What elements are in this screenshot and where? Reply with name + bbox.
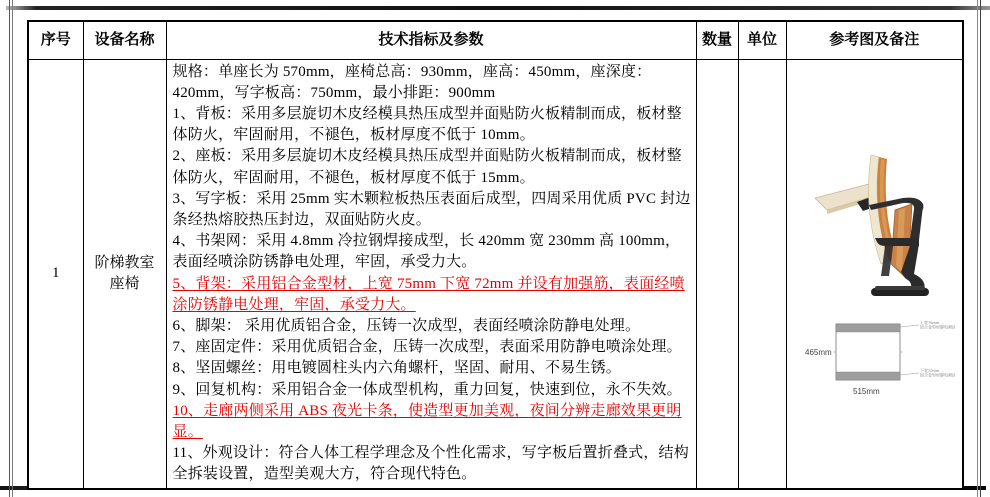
spec-paragraph: 4、书架网：采用 4.8mm 冷拉钢焊接成型，长 420mm 宽 230mm 高 100mm，表面经喷涂防锈静电处理，牢固，承受力大。 xyxy=(172,233,681,271)
header-row xyxy=(28,21,963,59)
spec-paragraph: 5、背架：采用铝合金型材，上宽 75mm 下宽 72mm 并设有加强筋，表面经喷涂防锈静电处理，牢固，承受力大。 xyxy=(172,275,685,313)
callout-bottom-line2: 铝合金型材静电喷涂 xyxy=(919,372,955,377)
spec-paragraph: 2、座板：采用多层旋切木皮经模具热压成型并面贴防火板精制而成，板材整体防火，牢固耐用，不褪色，板材厚度不低于 15mm。 xyxy=(172,148,682,186)
callout-bottom-line1: 下宽72mm xyxy=(919,367,939,373)
spec-paragraph: 9、回复机构：采用铝合金一体成型机构，重力回复，快速到位，永不失效。 xyxy=(172,381,682,398)
col-header-unit: 单位 xyxy=(738,21,786,59)
dimension-drawing-svg xyxy=(803,316,955,400)
spec-paragraph: 7、座固定件：采用优质铝合金，压铸一次成型，表面采用防静电喷涂处理。 xyxy=(172,339,682,356)
col-header-specs: 技术指标及参数 xyxy=(166,21,696,59)
cell-specs xyxy=(166,59,696,489)
spec-list xyxy=(173,62,692,486)
col-header-reference: 参考图及备注 xyxy=(786,21,963,59)
cell-reference xyxy=(786,59,963,489)
col-header-index: 序号 xyxy=(28,21,83,59)
spec-paragraph: 规格：单座长为 570mm，座椅总高：930mm，座高：450mm，座深度：420mm，写字板高：750mm，最小排距：900mm xyxy=(172,63,652,101)
cell-index: 1 xyxy=(28,59,83,489)
cell-quantity xyxy=(696,59,738,489)
equipment-spec-table xyxy=(27,20,964,490)
spec-paragraph: 3、写字板：采用 25mm 实木颗粒板热压表面后成型，四周采用优质 PVC 封边条经热熔胶热压封边，双面贴防火皮。 xyxy=(172,190,691,228)
dimension-drawing xyxy=(803,316,955,400)
cell-device-name: 阶梯教室座椅 xyxy=(83,59,166,489)
page-border-right xyxy=(977,0,981,497)
page-border-top xyxy=(6,6,990,10)
spec-paragraph: 6、脚架： 采用优质铝合金，压铸一次成型，表面经喷涂防静电处理。 xyxy=(172,317,641,334)
callout-top-line2: 铝合金型材静电喷涂 xyxy=(919,324,955,329)
cell-unit xyxy=(738,59,786,489)
table-row xyxy=(28,59,963,489)
spec-paragraph: 1、背板：采用多层旋切木皮经模具热压成型并面贴防火板精制而成，板材整体防火，牢固耐用，不褪色，板材厚度不低于 10mm。 xyxy=(172,105,682,144)
callout-top-line1: 上宽75mm xyxy=(919,319,939,325)
spec-paragraph: 10、走廊两侧采用 ABS 夜光卡条，使造型更加美观，夜间分辨走廊效果更明显。 xyxy=(172,402,682,440)
col-header-device: 设备名称 xyxy=(83,21,166,59)
width-dimension-label: 515mm xyxy=(852,386,880,396)
page-border-left xyxy=(9,0,13,497)
chair-photo xyxy=(815,150,935,302)
spec-paragraph: 8、坚固螺丝：用电镀圆柱头内六角螺杆，坚固、耐用、不易生锈。 xyxy=(172,360,622,377)
spec-paragraph: 11、外观设计：符合人体工程学理念及个性化需求，写字板后置折叠式，结构全拆装设置，造型美观大方，符合现代特色。 xyxy=(172,445,689,483)
height-dimension-label: 465mm xyxy=(804,347,832,357)
chair-photo-drawing xyxy=(815,150,935,302)
col-header-quantity: 数量 xyxy=(696,21,738,59)
